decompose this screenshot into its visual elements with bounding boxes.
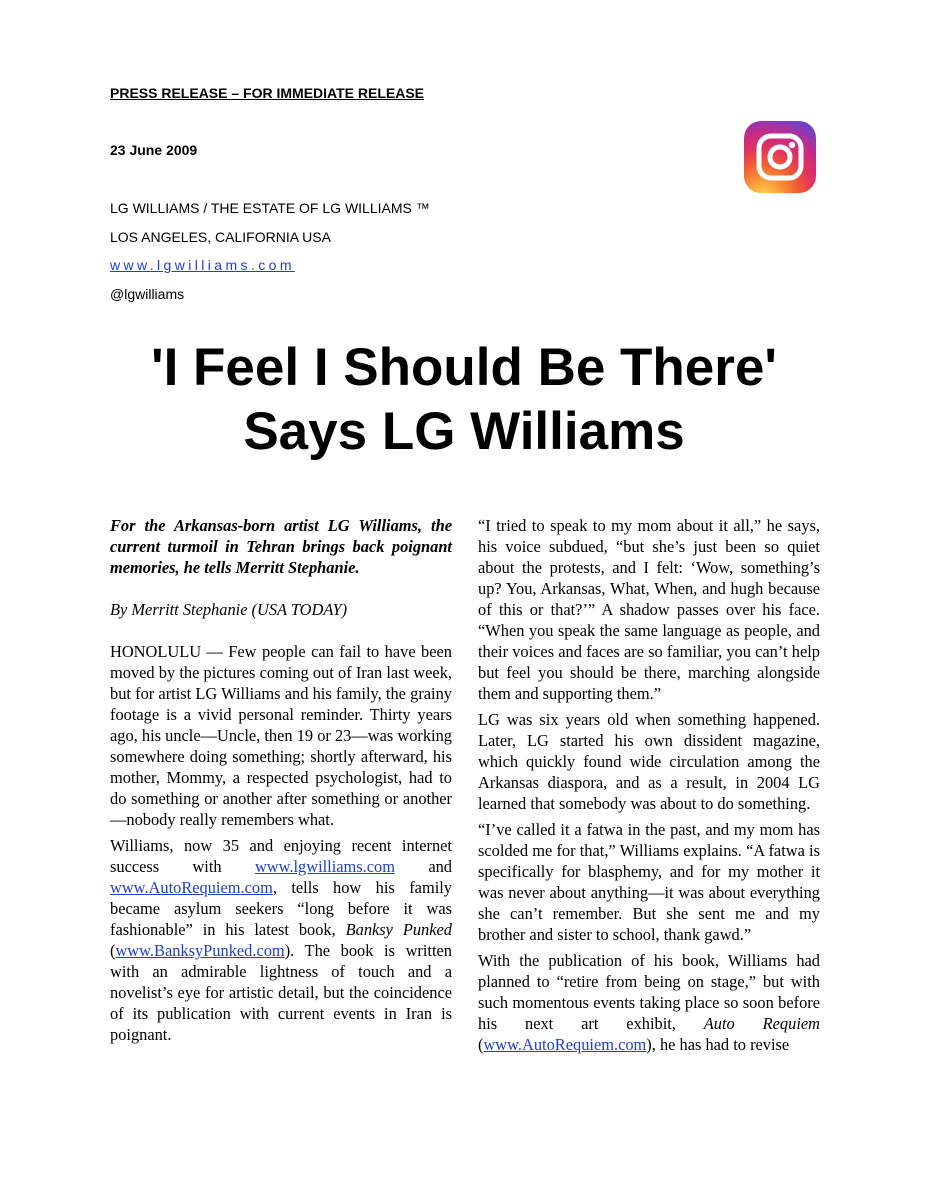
p2-text-b: and: [395, 857, 452, 876]
p6-text-b: (: [478, 1035, 484, 1054]
paragraph-5: “I’ve called it a fatwa in the past, and my mom has scolded me for that,” Williams explains. “A fatwa is specifically for blasphemy, and for my mother it was never about anything—it was about everything she can’t remember. But she sent me and my brother and sister to school, thank gawd.”: [478, 820, 820, 944]
p2-text-c: , tells how his family became asylum seekers “long before it was fashionable” in his latest book,: [110, 878, 452, 939]
org-name: LG WILLIAMS / THE ESTATE OF LG WILLIAMS ™: [110, 200, 430, 216]
location: LOS ANGELES, CALIFORNIA USA: [110, 229, 331, 245]
headline-line-1: 'I Feel I Should Be There': [151, 338, 777, 397]
paragraph-4: LG was six years old when something happened. Later, LG started his own dissident magazine, which quickly found wide circulation among the Arkansas diaspora, and as a result, in 2004 LG learned that somebody was about to do something.: [478, 710, 820, 813]
instagram-glyph: [744, 121, 816, 193]
headline: [0, 336, 928, 464]
p2-text-d: (: [110, 941, 116, 960]
p6-text-c: ), he has had to revise: [646, 1035, 790, 1054]
book-title: Banksy Punked: [345, 920, 452, 939]
press-release-label: PRESS RELEASE – FOR IMMEDIATE RELEASE: [110, 85, 425, 101]
p6-text-a: With the publication of his book, Williams had planned to “retire from being on stage,” but with such momentous events taking place so soon before his next art exhibit,: [478, 951, 820, 1033]
p2-text-e: ). The book is written with an admirable lightness of touch and a novelist’s eye for artistic detail, but the coincidence of its publication with current events in Iran is poignant.: [110, 941, 452, 1044]
autorequiem-link-2[interactable]: www.AutoRequiem.com: [483, 1035, 647, 1054]
headline-line-2: Says LG Williams: [243, 402, 685, 461]
article-column-right: [478, 515, 820, 1060]
website-link[interactable]: www.lgwilliams.com: [110, 257, 295, 273]
release-date: 23 June 2009: [110, 142, 198, 158]
paragraph-1: HONOLULU — Few people can fail to have been moved by the pictures coming out of Iran last week, but for artist LG Williams and his family, the grainy footage is a vivid personal reminder. Thirty years ago, his uncle—Uncle, then 19 or 23—was working somewhere doing something; shortly afterward, his mother, Mommy, a respected psychologist, had to do something or another after something or another—nobody really remembers what.: [110, 642, 452, 829]
article-byline: By Merritt Stephanie (USA TODAY): [110, 600, 348, 619]
p2-text-a: Williams, now 35 and enjoying recent internet success with: [110, 836, 452, 876]
paragraph-2: [110, 835, 452, 1045]
website-line: [110, 257, 295, 274]
article-column-left: [110, 515, 452, 1050]
paragraph-6: [478, 950, 820, 1055]
social-handle: @lgwilliams: [110, 286, 185, 302]
instagram-icon[interactable]: [744, 121, 816, 193]
autorequiem-link[interactable]: www.AutoRequiem.com: [110, 878, 273, 897]
paragraph-3: “I tried to speak to my mom about it all,” he says, his voice subdued, “but she’s just been so quiet about the protests, and I felt: ‘Wow, something’s up? You, Arkansas, What, When, and hugh because of this or that?’” A shadow passes over his face. “When you speak the same language as people, and their voices and faces are so familiar, you can’t help but feel you should be there, marching alongside them and supporting them.”: [478, 516, 820, 703]
article-lede: For the Arkansas-born artist LG Williams, the current turmoil in Tehran brings back poignant memories, he tells Merritt Stephanie.: [110, 516, 452, 577]
banksypunked-link[interactable]: www.BanksyPunked.com: [115, 941, 285, 960]
lgwilliams-link[interactable]: www.lgwilliams.com: [254, 857, 396, 876]
exhibit-title: Auto Requiem: [703, 1014, 820, 1033]
